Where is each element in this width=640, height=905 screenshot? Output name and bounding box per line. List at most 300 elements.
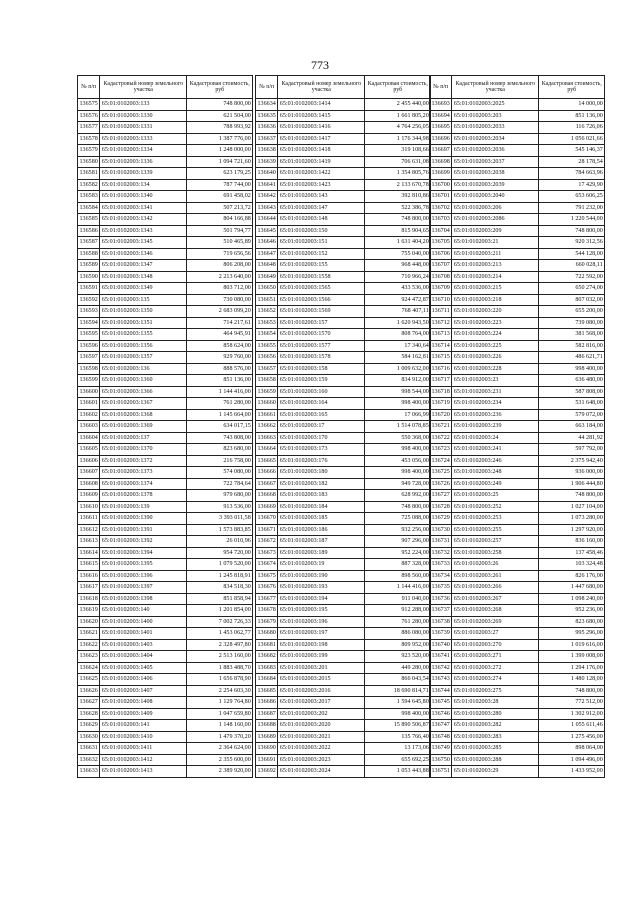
cadastral-number: 65:01:0102003:1566 bbox=[278, 294, 365, 306]
row-number: 136681 bbox=[256, 639, 278, 651]
cadastral-value: 949 728,00 bbox=[365, 478, 431, 490]
cadastral-value: 748 800,00 bbox=[187, 99, 253, 111]
cadastral-number: 65:01:0102003:1423 bbox=[278, 179, 365, 191]
table-row bbox=[78, 156, 253, 168]
cadastral-value: 17 340,64 bbox=[365, 340, 431, 352]
cadastral-value: 2 328 497,80 bbox=[187, 639, 253, 651]
row-number: 136713 bbox=[430, 329, 452, 341]
row-number: 136737 bbox=[430, 605, 452, 617]
table-row bbox=[256, 720, 431, 732]
cadastral-value: 1 245 818,91 bbox=[187, 570, 253, 582]
cadastral-number: 65:01:0102003:275 bbox=[452, 685, 539, 697]
row-number: 136583 bbox=[78, 191, 100, 203]
cadastral-number: 65:01:0102003:1370 bbox=[100, 444, 187, 456]
table-row bbox=[78, 628, 253, 640]
cadastral-number: 65:01:0102003:19 bbox=[278, 559, 365, 571]
cadastral-number: 65:01:0102003:157 bbox=[278, 317, 365, 329]
cadastral-value: 1 201 854,00 bbox=[187, 605, 253, 617]
cadastral-number: 65:01:0102003:189 bbox=[278, 547, 365, 559]
cadastral-value: 103 324,48 bbox=[539, 559, 605, 571]
cadastral-number: 65:01:0102003:1418 bbox=[278, 145, 365, 157]
row-number: 136618 bbox=[78, 593, 100, 605]
row-number: 136624 bbox=[78, 662, 100, 674]
cadastral-value: 1 479 370,20 bbox=[187, 731, 253, 743]
cadastral-number: 65:01:0102003:206 bbox=[452, 202, 539, 214]
row-number: 136748 bbox=[430, 731, 452, 743]
row-number: 136595 bbox=[78, 329, 100, 341]
cadastral-number: 65:01:0102003:135 bbox=[100, 294, 187, 306]
cadastral-number: 65:01:0102003:185 bbox=[278, 513, 365, 525]
cadastral-value: 743 808,00 bbox=[187, 432, 253, 444]
cadastral-number: 65:01:0102003:1336 bbox=[100, 156, 187, 168]
table-row bbox=[430, 455, 605, 467]
cadastral-number: 65:01:0102003:2021 bbox=[278, 731, 365, 743]
row-number: 136743 bbox=[430, 674, 452, 686]
row-number: 136649 bbox=[256, 271, 278, 283]
table-row bbox=[78, 122, 253, 134]
cadastral-number: 65:01:0102003:224 bbox=[452, 329, 539, 341]
row-number: 136701 bbox=[430, 191, 452, 203]
cadastral-number: 65:01:0102003:1360 bbox=[100, 375, 187, 387]
cadastral-number: 65:01:0102003:1367 bbox=[100, 398, 187, 410]
cadastral-number: 65:01:0102003:1419 bbox=[278, 156, 365, 168]
cadastral-value: 932 256,00 bbox=[365, 524, 431, 536]
table-row bbox=[256, 536, 431, 548]
row-number: 136584 bbox=[78, 202, 100, 214]
row-number: 136741 bbox=[430, 651, 452, 663]
cadastral-number: 65:01:0102003:1569 bbox=[278, 306, 365, 318]
cadastral-value: 655 200,00 bbox=[539, 306, 605, 318]
cadastral-value: 1 514 078,85 bbox=[365, 421, 431, 433]
table-row bbox=[256, 455, 431, 467]
row-number: 136575 bbox=[78, 99, 100, 111]
cadastral-number: 65:01:0102003:1394 bbox=[100, 547, 187, 559]
cadastral-value: 1 631 404,20 bbox=[365, 237, 431, 249]
cadastral-value: 2 375 942,40 bbox=[539, 455, 605, 467]
row-number: 136642 bbox=[256, 191, 278, 203]
cadastral-number: 65:01:0102003:1558 bbox=[278, 271, 365, 283]
table-row bbox=[430, 375, 605, 387]
cadastral-number: 65:01:0102003:2033 bbox=[452, 122, 539, 134]
row-number: 136690 bbox=[256, 743, 278, 755]
table-row bbox=[430, 444, 605, 456]
table-row bbox=[430, 616, 605, 628]
cadastral-value: 1 144 416,00 bbox=[365, 582, 431, 594]
table-row bbox=[256, 398, 431, 410]
table-row bbox=[256, 133, 431, 145]
table-row bbox=[256, 191, 431, 203]
cadastral-number: 65:01:0102003:246 bbox=[452, 455, 539, 467]
table-row bbox=[256, 467, 431, 479]
table-row bbox=[256, 421, 431, 433]
cadastral-value: 26 010,96 bbox=[187, 536, 253, 548]
cadastral-number: 65:01:0102003:214 bbox=[452, 271, 539, 283]
table-row bbox=[78, 685, 253, 697]
cadastral-value: 2 513 160,00 bbox=[187, 651, 253, 663]
cadastral-number: 65:01:0102003:268 bbox=[452, 605, 539, 617]
cadastral-number: 65:01:0102003:140 bbox=[100, 605, 187, 617]
table-row bbox=[78, 294, 253, 306]
table-row bbox=[430, 202, 605, 214]
row-number: 136732 bbox=[430, 547, 452, 559]
cadastral-value: 17 066,99 bbox=[365, 409, 431, 421]
row-number: 136656 bbox=[256, 352, 278, 364]
cadastral-value: 501 794,77 bbox=[187, 225, 253, 237]
table-row bbox=[78, 593, 253, 605]
cadastral-number: 65:01:0102003:1416 bbox=[278, 122, 365, 134]
row-number: 136697 bbox=[430, 145, 452, 157]
cadastral-value: 486 621,71 bbox=[539, 352, 605, 364]
cadastral-number: 65:01:0102003:164 bbox=[278, 398, 365, 410]
cadastral-number: 65:01:0102003:1401 bbox=[100, 628, 187, 640]
cadastral-value: 453 056,00 bbox=[365, 455, 431, 467]
table-row bbox=[78, 168, 253, 180]
cadastral-value: 952 236,00 bbox=[539, 605, 605, 617]
row-number: 136683 bbox=[256, 662, 278, 674]
row-number: 136616 bbox=[78, 570, 100, 582]
cadastral-number: 65:01:0102003:2086 bbox=[452, 214, 539, 226]
cadastral-value: 920 312,56 bbox=[539, 237, 605, 249]
cadastral-number: 65:01:0102003:141 bbox=[100, 720, 187, 732]
cadastral-number: 65:01:0102003:1390 bbox=[100, 513, 187, 525]
cadastral-number: 65:01:0102003:1406 bbox=[100, 674, 187, 686]
table-row bbox=[430, 294, 605, 306]
cadastral-number: 65:01:0102003:27 bbox=[452, 628, 539, 640]
table-row bbox=[78, 616, 253, 628]
row-number: 136580 bbox=[78, 156, 100, 168]
header-number: № п/п bbox=[256, 76, 278, 99]
cadastral-value: 710 966,24 bbox=[365, 271, 431, 283]
cadastral-value: 1 573 883,85 bbox=[187, 524, 253, 536]
cadastral-number: 65:01:0102003:173 bbox=[278, 444, 365, 456]
cadastral-value: 1 145 664,00 bbox=[187, 409, 253, 421]
table-row bbox=[430, 685, 605, 697]
table-row bbox=[256, 616, 431, 628]
cadastral-number: 65:01:0102003:1342 bbox=[100, 214, 187, 226]
row-number: 136696 bbox=[430, 133, 452, 145]
cadastral-value: 722 592,00 bbox=[539, 271, 605, 283]
table-row bbox=[78, 639, 253, 651]
table-row bbox=[78, 547, 253, 559]
cadastral-value: 14 000,00 bbox=[539, 99, 605, 111]
cadastral-number: 65:01:0102003:158 bbox=[278, 363, 365, 375]
cadastral-value: 730 080,00 bbox=[187, 294, 253, 306]
table-row bbox=[256, 352, 431, 364]
cadastral-value: 1 148 160,00 bbox=[187, 720, 253, 732]
table-row bbox=[430, 317, 605, 329]
cadastral-number: 65:01:0102003:2016 bbox=[278, 685, 365, 697]
table-row bbox=[256, 547, 431, 559]
row-number: 136594 bbox=[78, 317, 100, 329]
row-number: 136734 bbox=[430, 570, 452, 582]
table-row bbox=[78, 283, 253, 295]
cadastral-number: 65:01:0102003:2034 bbox=[452, 133, 539, 145]
cadastral-number: 65:01:0102003:198 bbox=[278, 639, 365, 651]
cadastral-value: 739 080,00 bbox=[539, 317, 605, 329]
cadastral-value: 836 160,00 bbox=[539, 536, 605, 548]
cadastral-number: 65:01:0102003:1351 bbox=[100, 317, 187, 329]
table-row bbox=[78, 409, 253, 421]
row-number: 136622 bbox=[78, 639, 100, 651]
cadastral-number: 65:01:0102003:231 bbox=[452, 386, 539, 398]
header-cadastral-number: Кадастровый номер земельного участка bbox=[452, 76, 539, 99]
cadastral-value: 1 656 878,90 bbox=[187, 674, 253, 686]
row-number: 136693 bbox=[430, 99, 452, 111]
cadastral-value: 550 368,00 bbox=[365, 432, 431, 444]
cadastral-value: 507 213,72 bbox=[187, 202, 253, 214]
cadastral-number: 65:01:0102003:226 bbox=[452, 352, 539, 364]
cadastral-number: 65:01:0102003:2025 bbox=[452, 99, 539, 111]
row-number: 136735 bbox=[430, 582, 452, 594]
cadastral-value: 1 176 344,98 bbox=[365, 133, 431, 145]
row-number: 136634 bbox=[256, 99, 278, 111]
table-row bbox=[256, 260, 431, 272]
cadastral-value: 17 429,90 bbox=[539, 179, 605, 191]
cadastral-number: 65:01:0102003:1398 bbox=[100, 593, 187, 605]
table-row bbox=[78, 133, 253, 145]
header-cadastral-number: Кадастровый номер земельного участка bbox=[278, 76, 365, 99]
table-row bbox=[78, 271, 253, 283]
table-row bbox=[78, 444, 253, 456]
table-row bbox=[430, 329, 605, 341]
table-row bbox=[256, 444, 431, 456]
cadastral-number: 65:01:0102003:285 bbox=[452, 743, 539, 755]
cadastral-value: 912 288,00 bbox=[365, 605, 431, 617]
cadastral-value: 1 453 062,77 bbox=[187, 628, 253, 640]
cadastral-number: 65:01:0102003:25 bbox=[452, 490, 539, 502]
table-row bbox=[256, 513, 431, 525]
row-number: 136715 bbox=[430, 352, 452, 364]
row-number: 136718 bbox=[430, 386, 452, 398]
row-number: 136609 bbox=[78, 490, 100, 502]
table-row bbox=[78, 731, 253, 743]
cadastral-number: 65:01:0102003:252 bbox=[452, 501, 539, 513]
table-row bbox=[256, 386, 431, 398]
cadastral-value: 714 217,61 bbox=[187, 317, 253, 329]
cadastral-value: 722 784,64 bbox=[187, 478, 253, 490]
cadastral-value: 911 040,00 bbox=[365, 593, 431, 605]
cadastral-value: 791 232,00 bbox=[539, 202, 605, 214]
row-number: 136749 bbox=[430, 743, 452, 755]
table-row bbox=[256, 731, 431, 743]
table-row bbox=[430, 398, 605, 410]
cadastral-value: 28 178,54 bbox=[539, 156, 605, 168]
cadastral-value: 1 354 805,76 bbox=[365, 168, 431, 180]
row-number: 136640 bbox=[256, 168, 278, 180]
row-number: 136612 bbox=[78, 524, 100, 536]
table-row bbox=[256, 478, 431, 490]
row-number: 136698 bbox=[430, 156, 452, 168]
row-number: 136747 bbox=[430, 720, 452, 732]
cadastral-value: 1 433 952,00 bbox=[539, 766, 605, 778]
cadastral-number: 65:01:0102003:1368 bbox=[100, 409, 187, 421]
row-number: 136645 bbox=[256, 225, 278, 237]
table-row bbox=[430, 582, 605, 594]
cadastral-number: 65:01:0102003:24 bbox=[452, 432, 539, 444]
cadastral-number: 65:01:0102003:1577 bbox=[278, 340, 365, 352]
row-number: 136731 bbox=[430, 536, 452, 548]
cadastral-value: 772 512,00 bbox=[539, 697, 605, 709]
cadastral-value: 216 758,00 bbox=[187, 455, 253, 467]
cadastral-value: 44 281,92 bbox=[539, 432, 605, 444]
cadastral-number: 65:01:0102003:2039 bbox=[452, 179, 539, 191]
table-row bbox=[78, 110, 253, 122]
row-number: 136591 bbox=[78, 283, 100, 295]
cadastral-number: 65:01:0102003:248 bbox=[452, 467, 539, 479]
cadastral-number: 65:01:0102003:2015 bbox=[278, 674, 365, 686]
row-number: 136589 bbox=[78, 260, 100, 272]
row-number: 136654 bbox=[256, 329, 278, 341]
row-number: 136629 bbox=[78, 720, 100, 732]
cadastral-number: 65:01:0102003:1349 bbox=[100, 283, 187, 295]
table-row bbox=[78, 743, 253, 755]
table-row bbox=[430, 639, 605, 651]
table-row bbox=[430, 168, 605, 180]
row-number: 136659 bbox=[256, 386, 278, 398]
table-row bbox=[78, 202, 253, 214]
table-row bbox=[78, 720, 253, 732]
table-row bbox=[256, 179, 431, 191]
table-row bbox=[78, 191, 253, 203]
row-number: 136581 bbox=[78, 168, 100, 180]
cadastral-value: 748 800,00 bbox=[539, 490, 605, 502]
table-row bbox=[256, 110, 431, 122]
row-number: 136651 bbox=[256, 294, 278, 306]
table-row bbox=[430, 628, 605, 640]
cadastral-value: 998 400,00 bbox=[365, 444, 431, 456]
cadastral-number: 65:01:0102003:1340 bbox=[100, 191, 187, 203]
table-row bbox=[78, 99, 253, 111]
table-row bbox=[430, 283, 605, 295]
cadastral-number: 65:01:0102003:257 bbox=[452, 536, 539, 548]
cadastral-number: 65:01:0102003:170 bbox=[278, 432, 365, 444]
cadastral-value: 650 274,00 bbox=[539, 283, 605, 295]
cadastral-number: 65:01:0102003:148 bbox=[278, 214, 365, 226]
cadastral-number: 65:01:0102003:213 bbox=[452, 260, 539, 272]
cadastral-number: 65:01:0102003:203 bbox=[452, 110, 539, 122]
cadastral-value: 1 661 805,20 bbox=[365, 110, 431, 122]
cadastral-value: 2 364 624,00 bbox=[187, 743, 253, 755]
table-row bbox=[78, 490, 253, 502]
cadastral-number: 65:01:0102003:190 bbox=[278, 570, 365, 582]
cadastral-value: 952 224,00 bbox=[365, 547, 431, 559]
row-number: 136675 bbox=[256, 570, 278, 582]
cadastral-number: 65:01:0102003:1578 bbox=[278, 352, 365, 364]
cadastral-number: 65:01:0102003:136 bbox=[100, 363, 187, 375]
row-number: 136577 bbox=[78, 122, 100, 134]
row-number: 136623 bbox=[78, 651, 100, 663]
cadastral-value: 623 179,25 bbox=[187, 168, 253, 180]
table-row bbox=[78, 478, 253, 490]
cadastral-number: 65:01:0102003:288 bbox=[452, 754, 539, 766]
table-row bbox=[78, 455, 253, 467]
cadastral-number: 65:01:0102003:266 bbox=[452, 582, 539, 594]
cadastral-number: 65:01:0102003:2017 bbox=[278, 697, 365, 709]
cadastral-number: 65:01:0102003:21 bbox=[452, 237, 539, 249]
cadastral-number: 65:01:0102003:133 bbox=[100, 99, 187, 111]
table-row bbox=[256, 754, 431, 766]
cadastral-value: 1 906 444,80 bbox=[539, 478, 605, 490]
table-row bbox=[430, 467, 605, 479]
row-number: 136670 bbox=[256, 513, 278, 525]
row-number: 136621 bbox=[78, 628, 100, 640]
cadastral-number: 65:01:0102003:150 bbox=[278, 225, 365, 237]
cadastral-number: 65:01:0102003:1369 bbox=[100, 421, 187, 433]
table-row bbox=[78, 582, 253, 594]
cadastral-number: 65:01:0102003:218 bbox=[452, 294, 539, 306]
row-number: 136668 bbox=[256, 490, 278, 502]
row-number: 136598 bbox=[78, 363, 100, 375]
table-row bbox=[256, 708, 431, 720]
row-number: 136706 bbox=[430, 248, 452, 260]
row-number: 136689 bbox=[256, 731, 278, 743]
table-row bbox=[256, 202, 431, 214]
cadastral-value: 761 280,00 bbox=[187, 398, 253, 410]
cadastral-number: 65:01:0102003:1374 bbox=[100, 478, 187, 490]
header-cadastral-value: Кадастровая стоимость, руб bbox=[187, 76, 253, 99]
cadastral-value: 806 208,00 bbox=[187, 260, 253, 272]
cadastral-value: 544 128,00 bbox=[539, 248, 605, 260]
row-number: 136676 bbox=[256, 582, 278, 594]
cadastral-number: 65:01:0102003:180 bbox=[278, 467, 365, 479]
cadastral-number: 65:01:0102003:201 bbox=[278, 662, 365, 674]
row-number: 136636 bbox=[256, 122, 278, 134]
cadastral-value: 809 952,00 bbox=[365, 639, 431, 651]
row-number: 136635 bbox=[256, 110, 278, 122]
table-row bbox=[78, 352, 253, 364]
row-number: 136641 bbox=[256, 179, 278, 191]
cadastral-number: 65:01:0102003:271 bbox=[452, 651, 539, 663]
cadastral-number: 65:01:0102003:2020 bbox=[278, 720, 365, 732]
row-number: 136655 bbox=[256, 340, 278, 352]
table-row bbox=[430, 237, 605, 249]
row-number: 136726 bbox=[430, 478, 452, 490]
row-number: 136738 bbox=[430, 616, 452, 628]
table-row bbox=[430, 662, 605, 674]
cadastral-number: 65:01:0102003:282 bbox=[452, 720, 539, 732]
cadastral-number: 65:01:0102003:1378 bbox=[100, 490, 187, 502]
table-row bbox=[430, 214, 605, 226]
row-number: 136658 bbox=[256, 375, 278, 387]
table-row bbox=[430, 651, 605, 663]
cadastral-number: 65:01:0102003:220 bbox=[452, 306, 539, 318]
cadastral-number: 65:01:0102003:196 bbox=[278, 616, 365, 628]
row-number: 136608 bbox=[78, 478, 100, 490]
row-number: 136678 bbox=[256, 605, 278, 617]
row-number: 136646 bbox=[256, 237, 278, 249]
cadastral-value: 531 648,00 bbox=[539, 398, 605, 410]
cadastral-number: 65:01:0102003:2022 bbox=[278, 743, 365, 755]
cadastral-number: 65:01:0102003:152 bbox=[278, 248, 365, 260]
cadastral-number: 65:01:0102003:202 bbox=[278, 708, 365, 720]
cadastral-value: 851 858,94 bbox=[187, 593, 253, 605]
cadastral-table-1 bbox=[77, 75, 253, 778]
row-number: 136685 bbox=[256, 685, 278, 697]
table-row bbox=[78, 432, 253, 444]
row-number: 136597 bbox=[78, 352, 100, 364]
row-number: 136578 bbox=[78, 133, 100, 145]
table-row bbox=[256, 317, 431, 329]
table-row bbox=[256, 766, 431, 778]
cadastral-number: 65:01:0102003:1403 bbox=[100, 639, 187, 651]
cadastral-value: 887 328,00 bbox=[365, 559, 431, 571]
cadastral-value: 803 712,00 bbox=[187, 283, 253, 295]
cadastral-value: 381 568,00 bbox=[539, 329, 605, 341]
cadastral-value: 808 764,00 bbox=[365, 329, 431, 341]
table-row bbox=[78, 467, 253, 479]
cadastral-value: 807 032,00 bbox=[539, 294, 605, 306]
cadastral-value: 851 136,00 bbox=[539, 110, 605, 122]
